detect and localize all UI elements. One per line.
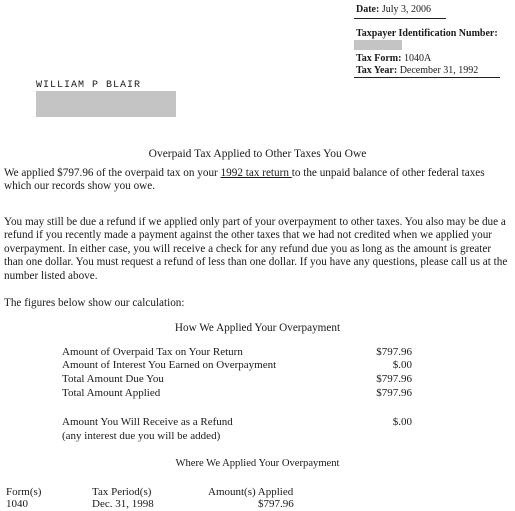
- calc-row-label: Amount of Interest You Earned on Overpayment: [62, 359, 277, 371]
- calc-row-amount: $797.96: [376, 373, 412, 385]
- paragraph-applied: [4, 167, 512, 194]
- refund-label: Amount You Will Receive as a Refund: [62, 416, 233, 428]
- paragraph-figures-intro: The figures below show our calculation:: [4, 297, 185, 309]
- tin-label: Taxpayer Identification Number:: [356, 28, 498, 39]
- applied-row-form: 1040: [6, 498, 28, 510]
- tax-year-value: December 31, 1992: [399, 65, 479, 76]
- applied-heading: Where We Applied Your Overpayment: [175, 458, 340, 469]
- paragraph-refund-info: You may still be due a refund if we applied only part of your overpayment to other taxes. You also may be due a refund if you recently made a payment against the other taxes that we had not credited when we applied your overpayment. In either case, you will receive a check for any refund due you as long as the amount is greater than one dollar. You must request a refund of less than one dollar. If you have any questions, please call us at the number listed above.: [4, 216, 508, 282]
- tax-form-label: Tax Form:: [356, 53, 402, 64]
- calc-row-amount: $797.96: [376, 387, 412, 399]
- tax-year-underline: [354, 77, 500, 78]
- tax-form-value: 1040A: [403, 53, 432, 64]
- address-redaction: [36, 91, 176, 117]
- date-value: July 3, 2006: [381, 4, 431, 15]
- calc-row-label: Amount of Overpaid Tax on Your Return: [62, 346, 243, 358]
- tax-year-line: [356, 65, 478, 76]
- calc-row-amount: $.00: [392, 359, 412, 371]
- calc-row-label: Total Amount Applied: [62, 387, 161, 399]
- applied-row-amount: $797.96: [258, 498, 294, 510]
- applied-column-header: Form(s): [6, 486, 42, 498]
- refund-amount: $.00: [392, 416, 412, 428]
- refund-note: (any interest due you will be added): [62, 430, 221, 442]
- tax-return-year: 1992 tax return: [220, 167, 292, 179]
- notice-title: Overpaid Tax Applied to Other Taxes You Owe: [148, 148, 367, 160]
- applied-column-header: Amount(s) Applied: [208, 486, 294, 498]
- applied-row-period: Dec. 31, 1998: [92, 498, 154, 510]
- date-label: Date:: [356, 4, 380, 15]
- paragraph-applied-end: to the unpaid balance of other federal taxes which our records show you owe.: [4, 167, 485, 193]
- addressee-name: WILLIAM P BLAIR: [36, 80, 142, 91]
- date-underline: [354, 18, 446, 19]
- tin-redaction: [354, 40, 402, 50]
- date-line: [356, 4, 431, 15]
- calc-row-amount: $797.96: [376, 346, 412, 358]
- paragraph-applied-start: We applied $797.96 of the overpaid tax on your: [4, 167, 221, 179]
- applied-column-header: Tax Period(s): [92, 486, 152, 498]
- calculation-heading: How We Applied Your Overpayment: [174, 322, 341, 334]
- tax-year-label: Tax Year:: [356, 65, 398, 76]
- tax-form-line: [356, 53, 431, 64]
- calc-row-label: Total Amount Due You: [62, 373, 164, 385]
